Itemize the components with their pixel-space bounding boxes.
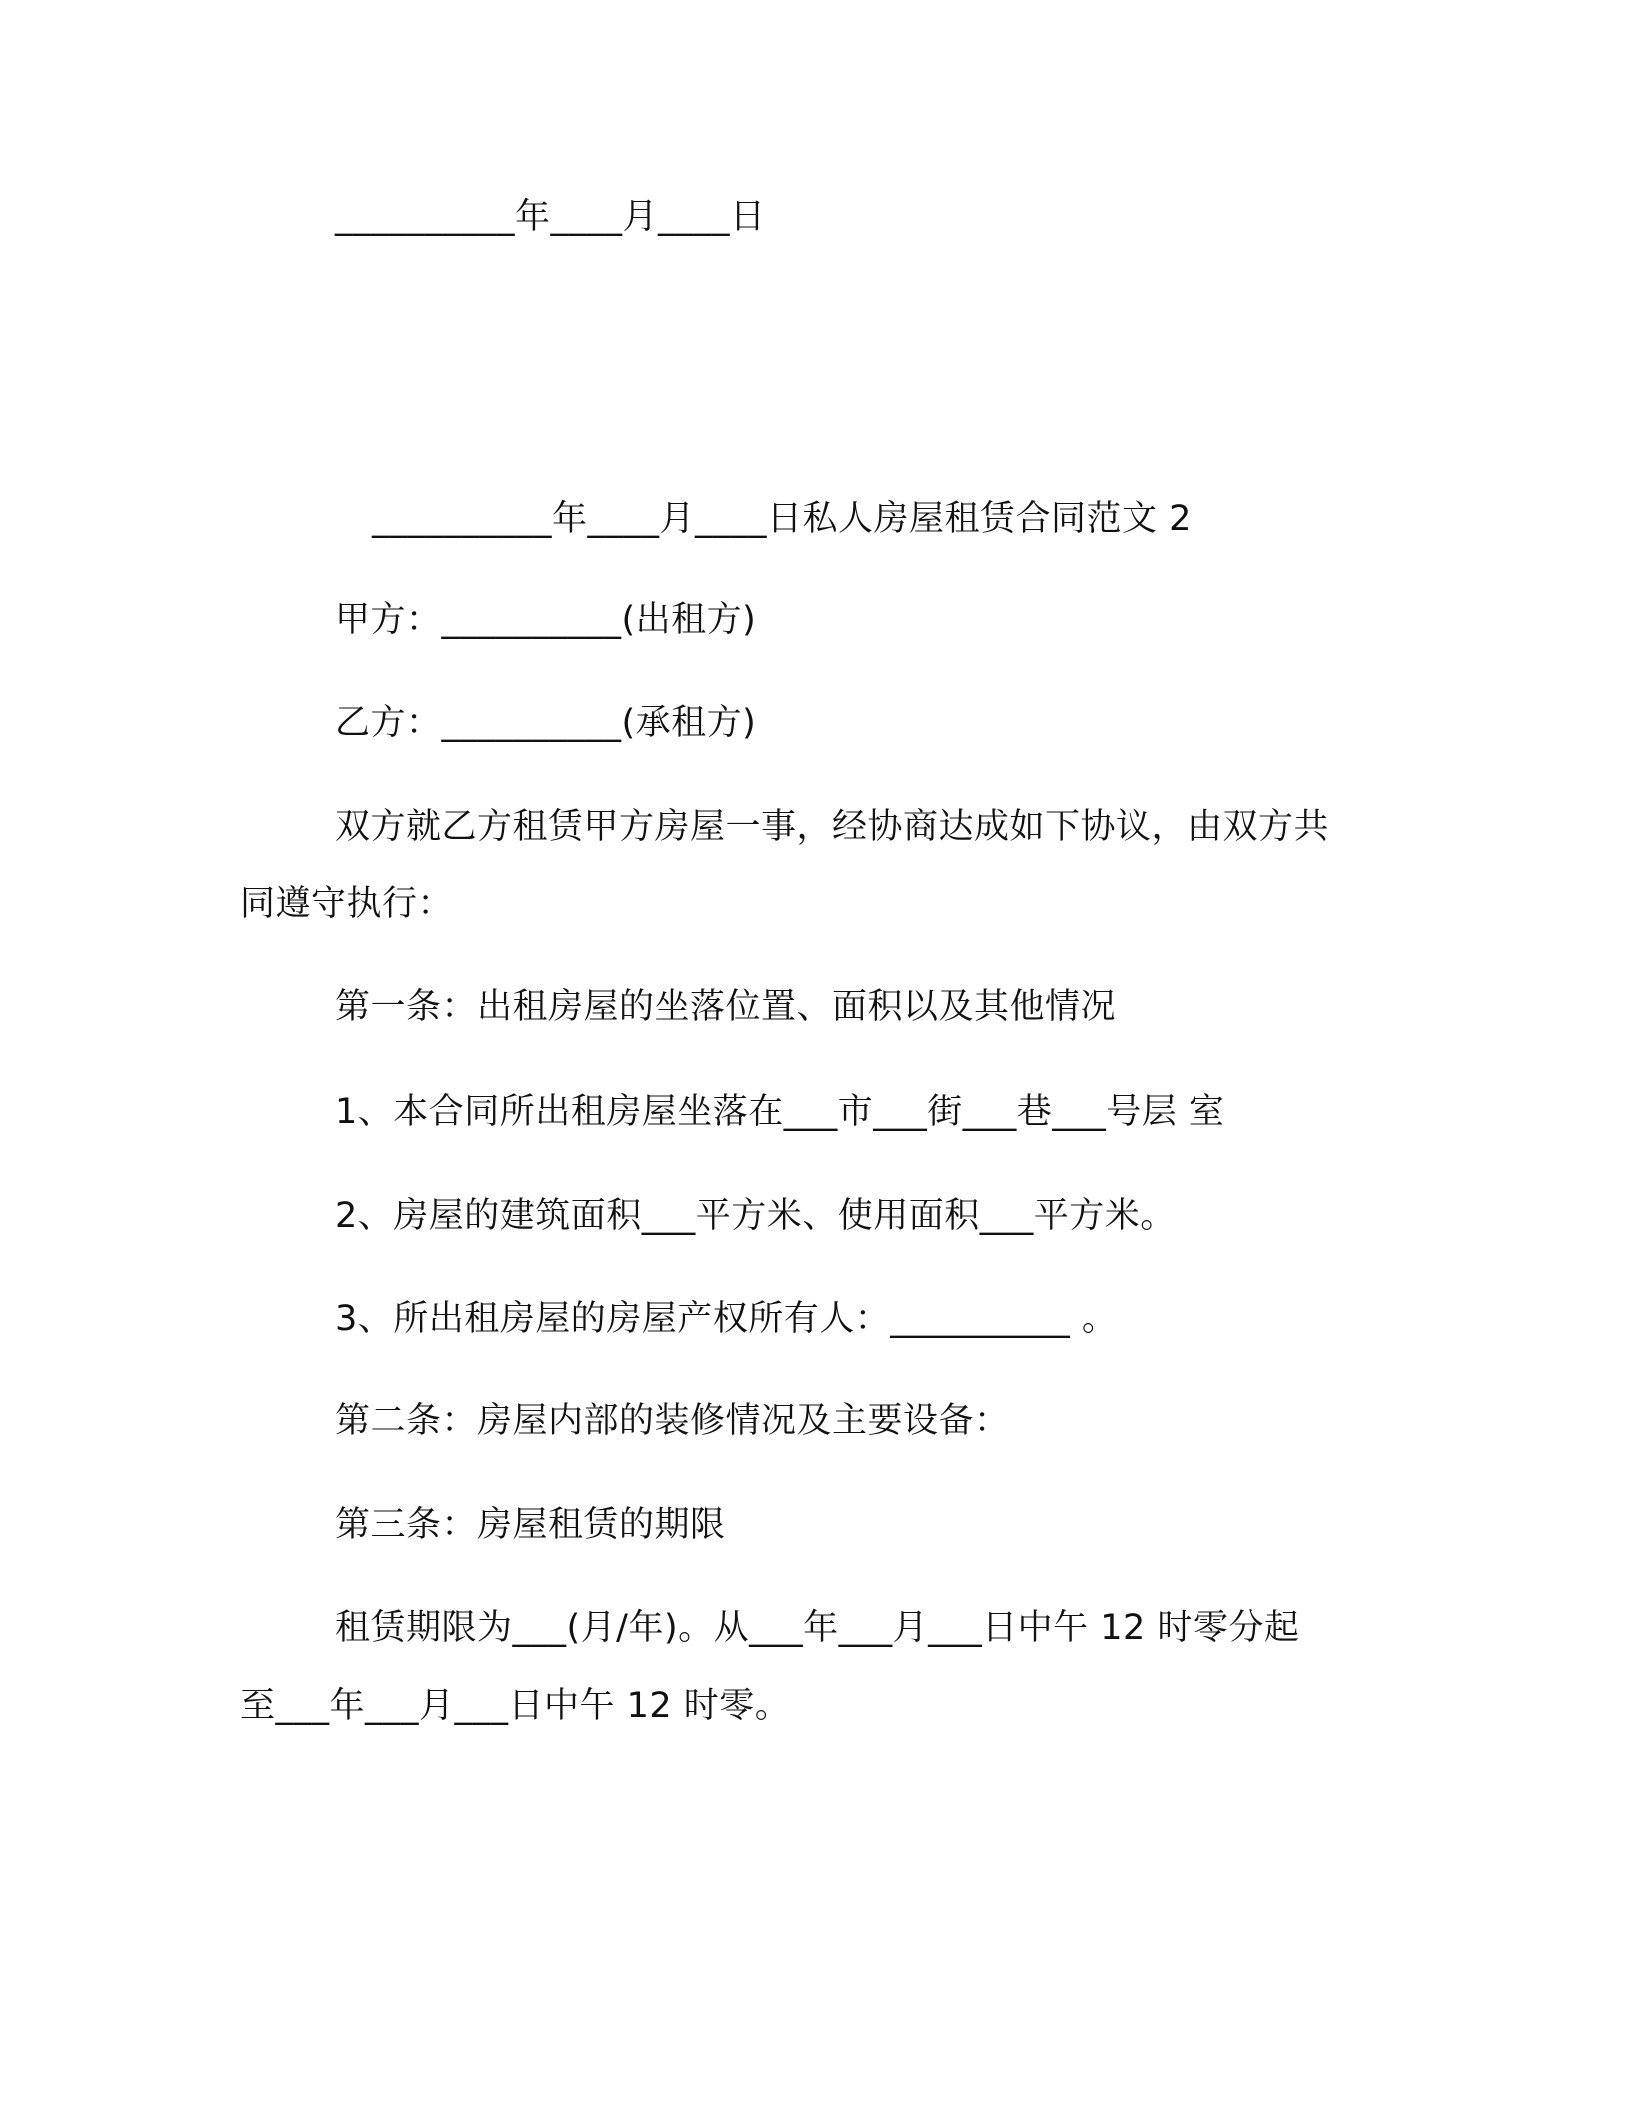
lease-term-line-2: 至___年___月___日中午 12 时零。 (240, 1686, 791, 1726)
party-a-line: 甲方：__________(出租方) (335, 600, 757, 640)
article-1-item-1: 1、本合同所出租房屋坐落在___市___街___巷___号层 室 (335, 1092, 1225, 1132)
article-1-item-2: 2、房屋的建筑面积___平方米、使用面积___平方米。 (335, 1196, 1176, 1236)
date-line: __________年____月____日 (335, 197, 766, 237)
intro-paragraph-line-2: 同遵守执行： (240, 884, 454, 924)
article-3-heading: 第三条：房屋租赁的期限 (335, 1505, 726, 1545)
intro-paragraph-line-1: 双方就乙方租赁甲方房屋一事，经协商达成如下协议，由双方共 (335, 807, 1330, 847)
lease-term-line-1: 租赁期限为___(月/年)。从___年___月___日中午 12 时零分起 (335, 1608, 1300, 1648)
article-1-item-3: 3、所出租房屋的房屋产权所有人：__________ 。 (335, 1299, 1118, 1339)
contract-title: __________年____月____日私人房屋租赁合同范文 2 (372, 499, 1192, 539)
article-1-heading: 第一条：出租房屋的坐落位置、面积以及其他情况 (335, 987, 1117, 1027)
article-2-heading: 第二条：房屋内部的装修情况及主要设备： (335, 1401, 1010, 1441)
party-b-line: 乙方：__________(承租方) (335, 703, 757, 743)
